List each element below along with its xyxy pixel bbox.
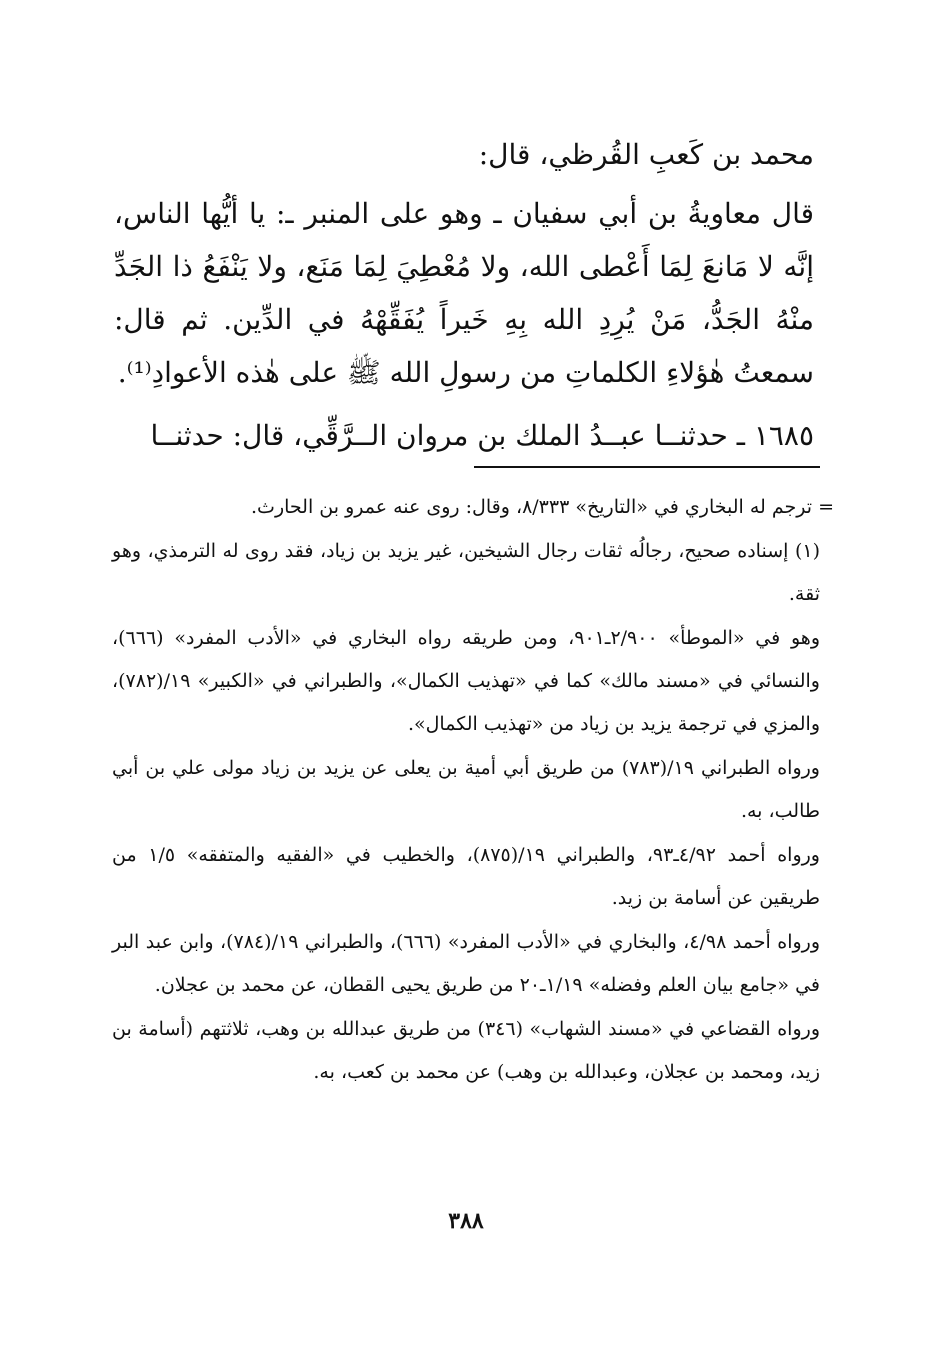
footnotes bbox=[112, 486, 834, 1094]
footnote-paragraph: ورواه الطبراني ١٩/(٧٨٣) من طريق أبي أمية بن يعلى عن يزيد بن زياد مولى علي بن أبي طالب، به. bbox=[112, 757, 820, 822]
page-number: ٣٨٨ bbox=[448, 1208, 484, 1234]
footnote-paragraph: ورواه القضاعي في «مسند الشهاب» (٣٤٦) من طريق عبدالله بن وهب، ثلاثتهم (أسامة بن زيد، ومحمد بن عجلان، وعبدالله بن وهب) عن محمد بن كعب، به. bbox=[112, 1018, 820, 1083]
footnote-separator bbox=[474, 466, 820, 468]
footnote-continuation: = ترجم له البخاري في «التاريخ» ٨/٣٣٣، وقال: روى عنه عمرو بن الحارث. bbox=[251, 496, 834, 518]
narrator-line: محمد بن كَعبِ القُرظي، قال: bbox=[478, 138, 814, 171]
footnote-paragraph: ورواه أحمد ٤/٩٨، والبخاري في «الأدب المفرد» (٦٦٦)، والطبراني ١٩/(٧٨٤)، وابن عبد البر في «جامع بيان العلم وفضله» ١/١٩ـ٢٠ من طريق يحيى القطان، عن محمد بن عجلان. bbox=[112, 931, 820, 996]
hadith-text: قال معاويةُ بن أبي سفيان ـ وهو على المنبر ـ: يا أيُّها الناس، إنَّه لا مَانعَ لِمَا أَعْطى الله، ولا مُعْطِيَ لِمَا مَنَع، ولا يَنْفَعُ ذا الجَدِّ منْهُ الجَدُّ، مَنْ يُرِدِ الله بِهِ خَيراً يُفَقِّهْهُ في الدِّين. ثم قال: سمعتُ هٰؤلاءِ الكلماتِ من رسولِ الله ﷺ على هٰذه الأعوادِ⁽¹⁾. bbox=[114, 197, 814, 389]
footnote-paragraph: ورواه أحمد ٤/٩٢ـ٩٣، والطبراني ١٩/(٨٧٥)، والخطيب في «الفقيه والمتفقه» ١/٥ من طريقين عن أسامة بن زيد. bbox=[112, 844, 820, 909]
hadith-1685-opening: ١٦٨٥ ـ حدثنــا عبــدُ الملك بن مروان الــرَّقِّي، قال: حدثنــا bbox=[150, 419, 814, 452]
main-text bbox=[114, 128, 814, 462]
footnote-1: (١) إسناده صحيح، رجالُه ثقات رجال الشيخين، غير يزيد بن زياد، فقد روى له الترمذي، وهو ثقة. bbox=[112, 540, 820, 605]
footnote-paragraph: وهو في «الموطأ» ٢/٩٠٠ـ٩٠١، ومن طريقه رواه البخاري في «الأدب المفرد» (٦٦٦)، والنسائي في «مسند مالك» كما في «تهذيب الكمال»، والطبراني في «الكبير» ١٩/(٧٨٢)، والمزي في ترجمة يزيد بن زياد من «تهذيب الكمال». bbox=[112, 627, 821, 735]
